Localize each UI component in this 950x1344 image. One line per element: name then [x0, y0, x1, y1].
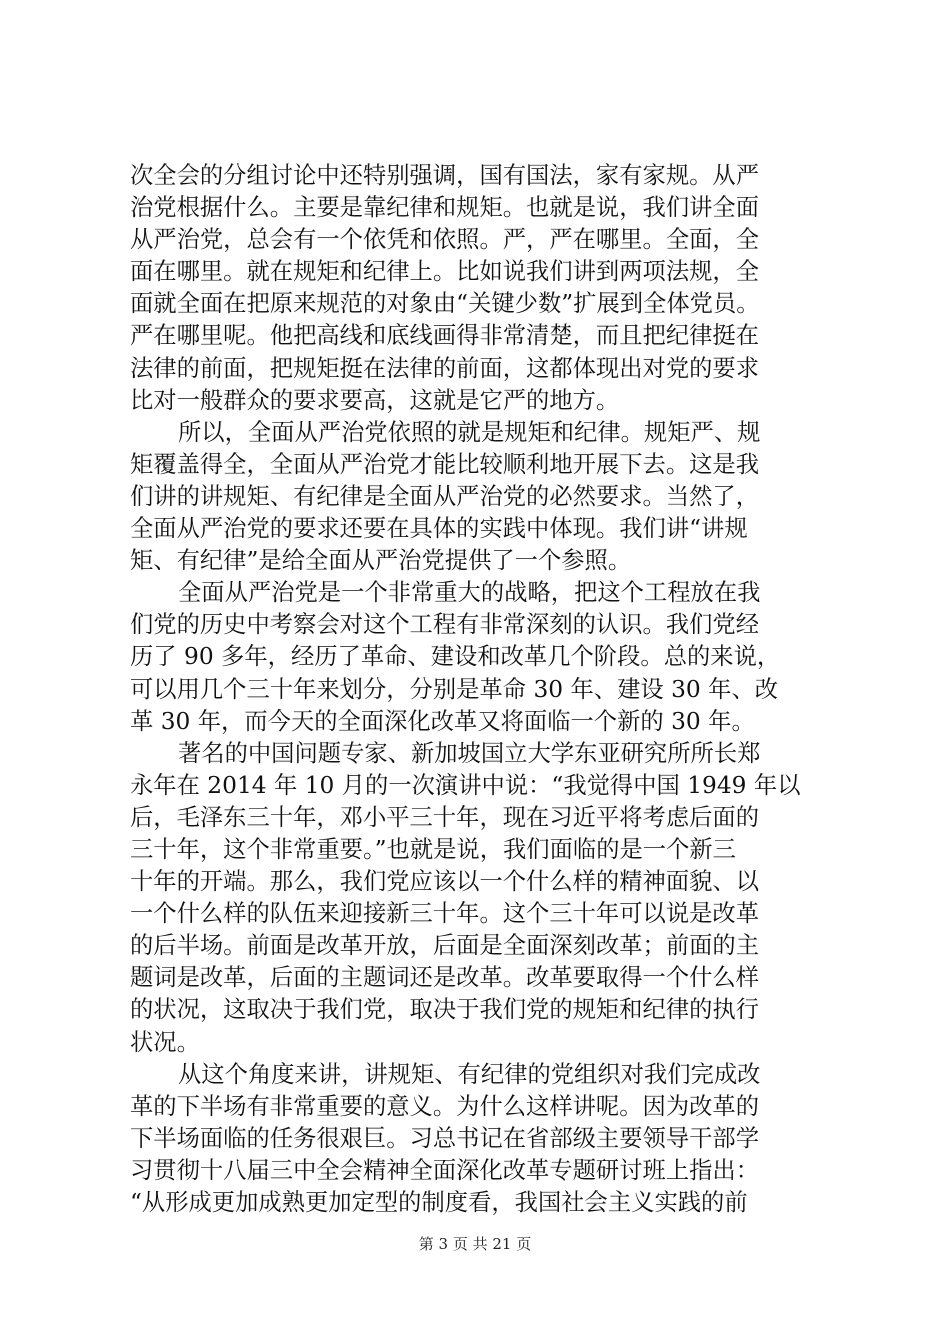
text-line: 历了 90 多年，经历了革命、建设和改革几个阶段。总的来说，	[130, 643, 781, 671]
text-line: 严在哪里呢。他把高线和底线画得非常清楚，而且把纪律挺在	[130, 322, 760, 350]
text-line: 全面从严治党是一个非常重大的战略，把这个工程放在我	[178, 579, 761, 607]
text-line: 革的下半场有非常重要的意义。为什么这样讲呢。因为改革的	[130, 1092, 760, 1120]
text-line: 题词是改革，后面的主题词还是改革。改革要取得一个什么样	[130, 964, 760, 992]
text-line: 状况。	[130, 1028, 200, 1056]
text-line: 永年在 2014 年 10 月的一次演讲中说：“我觉得中国 1949 年以	[130, 771, 801, 799]
text-line: 面在哪里。就在规矩和纪律上。比如说我们讲到两项法规，全	[130, 258, 760, 286]
text-line: 面就全面在把原来规范的对象由“关键少数”扩展到全体党员。	[130, 290, 760, 318]
text-line: 从这个角度来讲，讲规矩、有纪律的党组织对我们完成改	[178, 1060, 761, 1088]
text-line: 习贯彻十八届三中全会精神全面深化改革专题研讨班上指出：	[130, 1156, 760, 1184]
text-line: 的后半场。前面是改革开放，后面是全面深刻改革；前面的主	[130, 932, 760, 960]
text-line: 们党的历史中考察会对这个工程有非常深刻的认识。我们党经	[130, 611, 760, 639]
text-line: 下半场面临的任务很艰巨。习总书记在省部级主要领导干部学	[130, 1124, 760, 1152]
text-line: 革 30 年，而今天的全面深化改革又将面临一个新的 30 年。	[130, 707, 755, 735]
text-line: 一个什么样的队伍来迎接新三十年。这个三十年可以说是改革	[130, 900, 760, 928]
text-line: 法律的前面，把规矩挺在法律的前面，这都体现出对党的要求	[130, 354, 760, 382]
page-footer: 第 3 页 共 21 页	[418, 1235, 532, 1253]
text-line: “从形成更加成熟更加定型的制度看，我国社会主义实践的前	[130, 1189, 748, 1216]
text-line: 从严治党，总会有一个依凭和依照。严，严在哪里。全面，全	[130, 226, 760, 254]
text-line: 可以用几个三十年来划分，分别是革命 30 年、建设 30 年、改	[130, 675, 779, 703]
text-line: 治党根据什么。主要是靠纪律和规矩。也就是说，我们讲全面	[130, 194, 760, 222]
body-text	[130, 160, 835, 1219]
text-line: 全面从严治党的要求还要在具体的实践中体现。我们讲“讲规	[130, 515, 748, 543]
text-line: 的状况，这取决于我们党，取决于我们党的规矩和纪律的执行	[130, 996, 760, 1024]
text-line: 所以，全面从严治党依照的就是规矩和纪律。规矩严、规	[178, 418, 761, 446]
text-line: 次全会的分组讨论中还特别强调，国有国法，家有家规。从严	[130, 162, 760, 189]
text-line: 后，毛泽东三十年，邓小平三十年，现在习近平将考虑后面的	[130, 803, 760, 831]
text-line: 著名的中国问题专家、新加坡国立大学东亚研究所所长郑	[178, 739, 761, 767]
text-line: 矩、有纪律”是给全面从严治党提供了一个参照。	[130, 547, 632, 575]
text-line: 们讲的讲规矩、有纪律是全面从严治党的必然要求。当然了，	[130, 482, 760, 510]
text-line: 矩覆盖得全，全面从严治党才能比较顺利地开展下去。这是我	[130, 450, 760, 478]
text-line: 三十年，这个非常重要。”也就是说，我们面临的是一个新三	[130, 835, 736, 863]
text-line: 比对一般群众的要求要高，这就是它严的地方。	[130, 386, 620, 414]
text-line: 十年的开端。那么，我们党应该以一个什么样的精神面貌、以	[130, 868, 760, 896]
